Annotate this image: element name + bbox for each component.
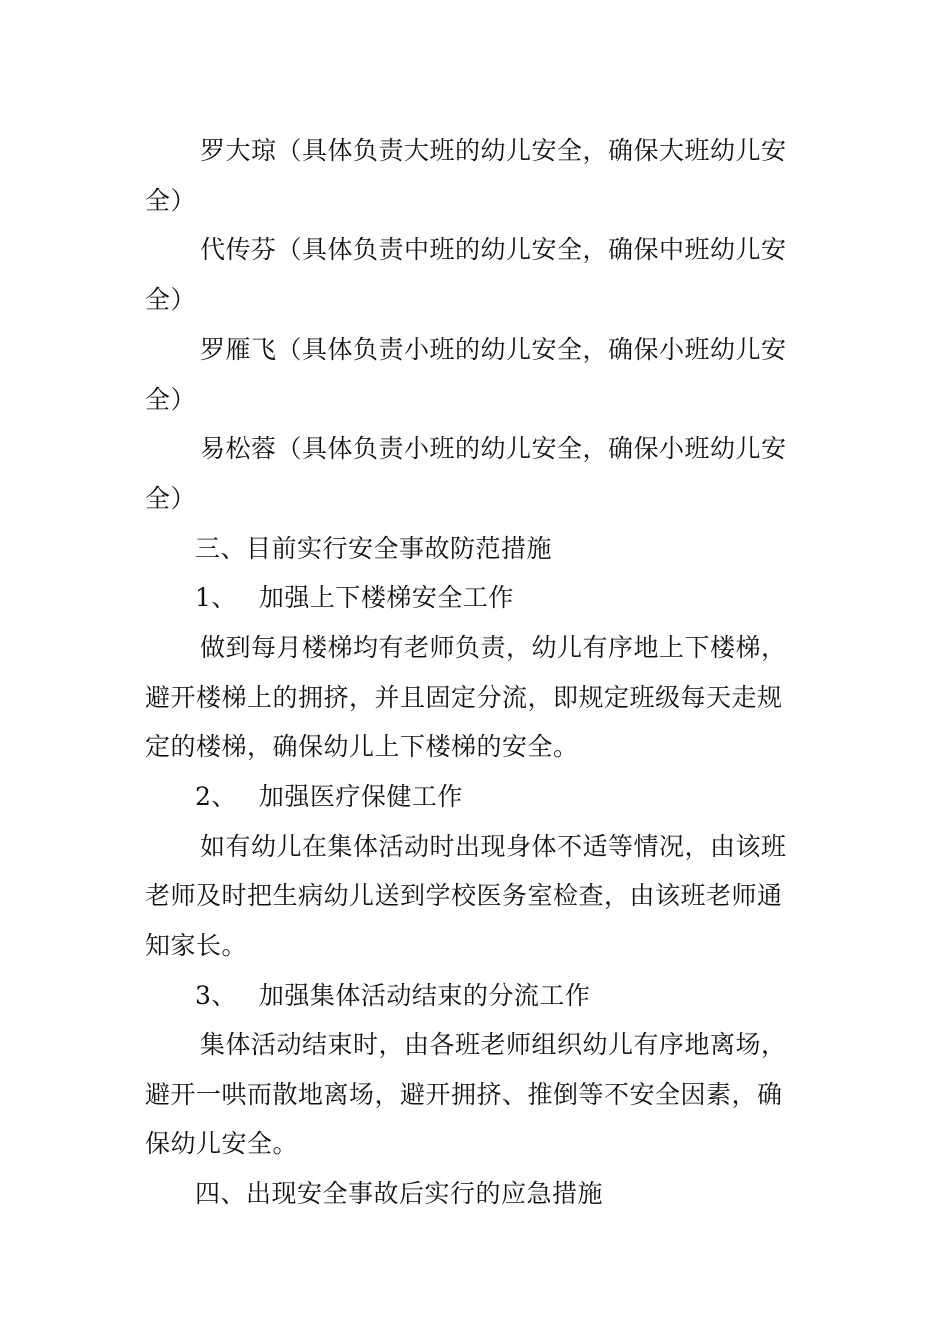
item-title-1: 加强上下楼梯安全工作 — [258, 583, 514, 612]
paragraph-3-line-2: 避开一哄而散地离场，避开拥挤、推倒等不安全因素，确 — [145, 1080, 783, 1109]
staff-line-luo-yanfei-cont: 全） — [145, 385, 197, 414]
paragraph-3-line-3: 保幼儿安全。 — [145, 1129, 299, 1158]
paragraph-2-line-1: 如有幼儿在集体活动时出现身体不适等情况，由该班 — [200, 832, 787, 861]
staff-line-yi-songrong-cont: 全） — [145, 484, 197, 513]
section-heading-4: 四、出现安全事故后实行的应急措施 — [195, 1179, 604, 1208]
item-heading-2 — [0, 777, 950, 817]
paragraph-2-line-2: 老师及时把生病幼儿送到学校医务室检查，由该班老师通 — [145, 881, 783, 910]
paragraph-2-line-3: 知家长。 — [145, 931, 248, 960]
staff-line-yi-songrong: 易松蓉（具体负责小班的幼儿安全，确保小班幼儿安 — [200, 434, 787, 463]
item-title-3: 加强集体活动结束的分流工作 — [258, 981, 591, 1010]
item-title-2: 加强医疗保健工作 — [258, 782, 463, 811]
staff-line-dai-chuanfen: 代传芬（具体负责中班的幼儿安全，确保中班幼儿安 — [200, 235, 787, 264]
staff-line-luo-yanfei: 罗雁飞（具体负责小班的幼儿安全，确保小班幼儿安 — [200, 335, 787, 364]
staff-line-luo-daqiong-cont: 全） — [145, 186, 197, 215]
paragraph-3-line-1: 集体活动结束时，由各班老师组织幼儿有序地离场， — [200, 1030, 787, 1059]
paragraph-1-line-3: 定的楼梯，确保幼儿上下楼梯的安全。 — [145, 732, 579, 761]
staff-line-dai-chuanfen-cont: 全） — [145, 285, 197, 314]
item-heading-3 — [0, 976, 950, 1016]
item-number-3: 3、 — [195, 981, 237, 1010]
paragraph-1-line-1: 做到每月楼梯均有老师负责，幼儿有序地上下楼梯， — [200, 633, 787, 662]
item-number-1: 1、 — [195, 583, 237, 612]
item-heading-1 — [0, 578, 950, 618]
item-number-2: 2、 — [195, 782, 237, 811]
section-heading-3: 三、目前实行安全事故防范措施 — [195, 534, 553, 563]
staff-line-luo-daqiong: 罗大琼（具体负责大班的幼儿安全，确保大班幼儿安 — [200, 136, 787, 165]
paragraph-1-line-2: 避开楼梯上的拥挤，并且固定分流，即规定班级每天走规 — [145, 683, 783, 712]
